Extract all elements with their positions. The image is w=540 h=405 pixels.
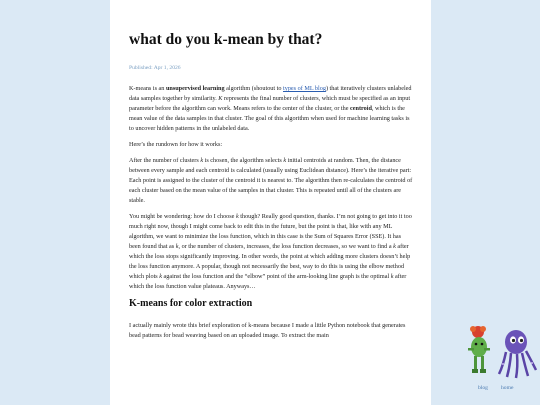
section-heading-color-extraction: K-means for color extraction xyxy=(129,298,253,309)
post-title: what do you k-mean by that? xyxy=(129,31,323,48)
paragraph-rundown: Here’s the rundown for how it works: xyxy=(129,141,223,148)
paragraph-how-it-works: After the number of clusters k is chosen, the algorithm selects k initial centroids at random. Then, the distance between every sample and each centroid is calculated (usually using Euclidean distance). Here’s the iterative part: Each point is assigned to the cluster of the centroid it is nearest to. The algorithm then re-calculates the centroid of each cluster based on the mean value of the samples in that cluster. This is repeated until all of the clusters are stable. xyxy=(129,157,413,204)
blog-link[interactable]: blog xyxy=(478,385,488,391)
types-of-ml-blog-link[interactable]: types of ML blog xyxy=(283,85,326,92)
home-link[interactable]: home xyxy=(501,385,514,391)
paragraph-choosing-k: You might be wondering: how do I choose k though? Really good question, thanks. I’m not going to get into it too much right now, though I might come back to edit this in the future, but the point is that, like with any ML algorithm, we want to minimize the loss function, which in this case is the Sum of Squares Error (SSE). It has been found that as k, or the number of clusters, increases, the loss function decreases, so we want to find a k after which the loss stops significantly improving. In other words, the point at which adding more clusters doesn’t help the loss function anymore. A popular, though not necessarily the best, way to do this is using the elbow method which plots k against the loss function and the “elbow” point of the arm-looking line graph is the optimal k after which the loss function value plateaus. Anyways… xyxy=(129,213,412,290)
paragraph-color-extraction: I actually mainly wrote this brief exploration of k-means because I made a little Python notebook that generates bead patterns for bead weaving based on an uploaded image. To extract the main xyxy=(129,322,406,339)
published-date: Published: Apr 1, 2026 xyxy=(129,65,181,71)
purple-octopus-mascot-icon xyxy=(499,330,536,378)
blog-post-page xyxy=(110,0,431,405)
green-flower-mascot-icon xyxy=(468,326,490,373)
mascot-illustration xyxy=(466,322,540,394)
paragraph-intro: K-means is an unsupervised learning algorithm (shoutout to types of ML blog) that iteratively clusters unlabeled data samples together by similarity. K represents the final number of clusters, which must be specified as an input parameter before the algorithm can work. Means refers to the center of the cluster, or the centroid, which is the mean value of the data samples in that cluster. The goal of this algorithm when used for machine learning tasks is to uncover hidden patterns in the unlabeled data. xyxy=(129,85,412,132)
